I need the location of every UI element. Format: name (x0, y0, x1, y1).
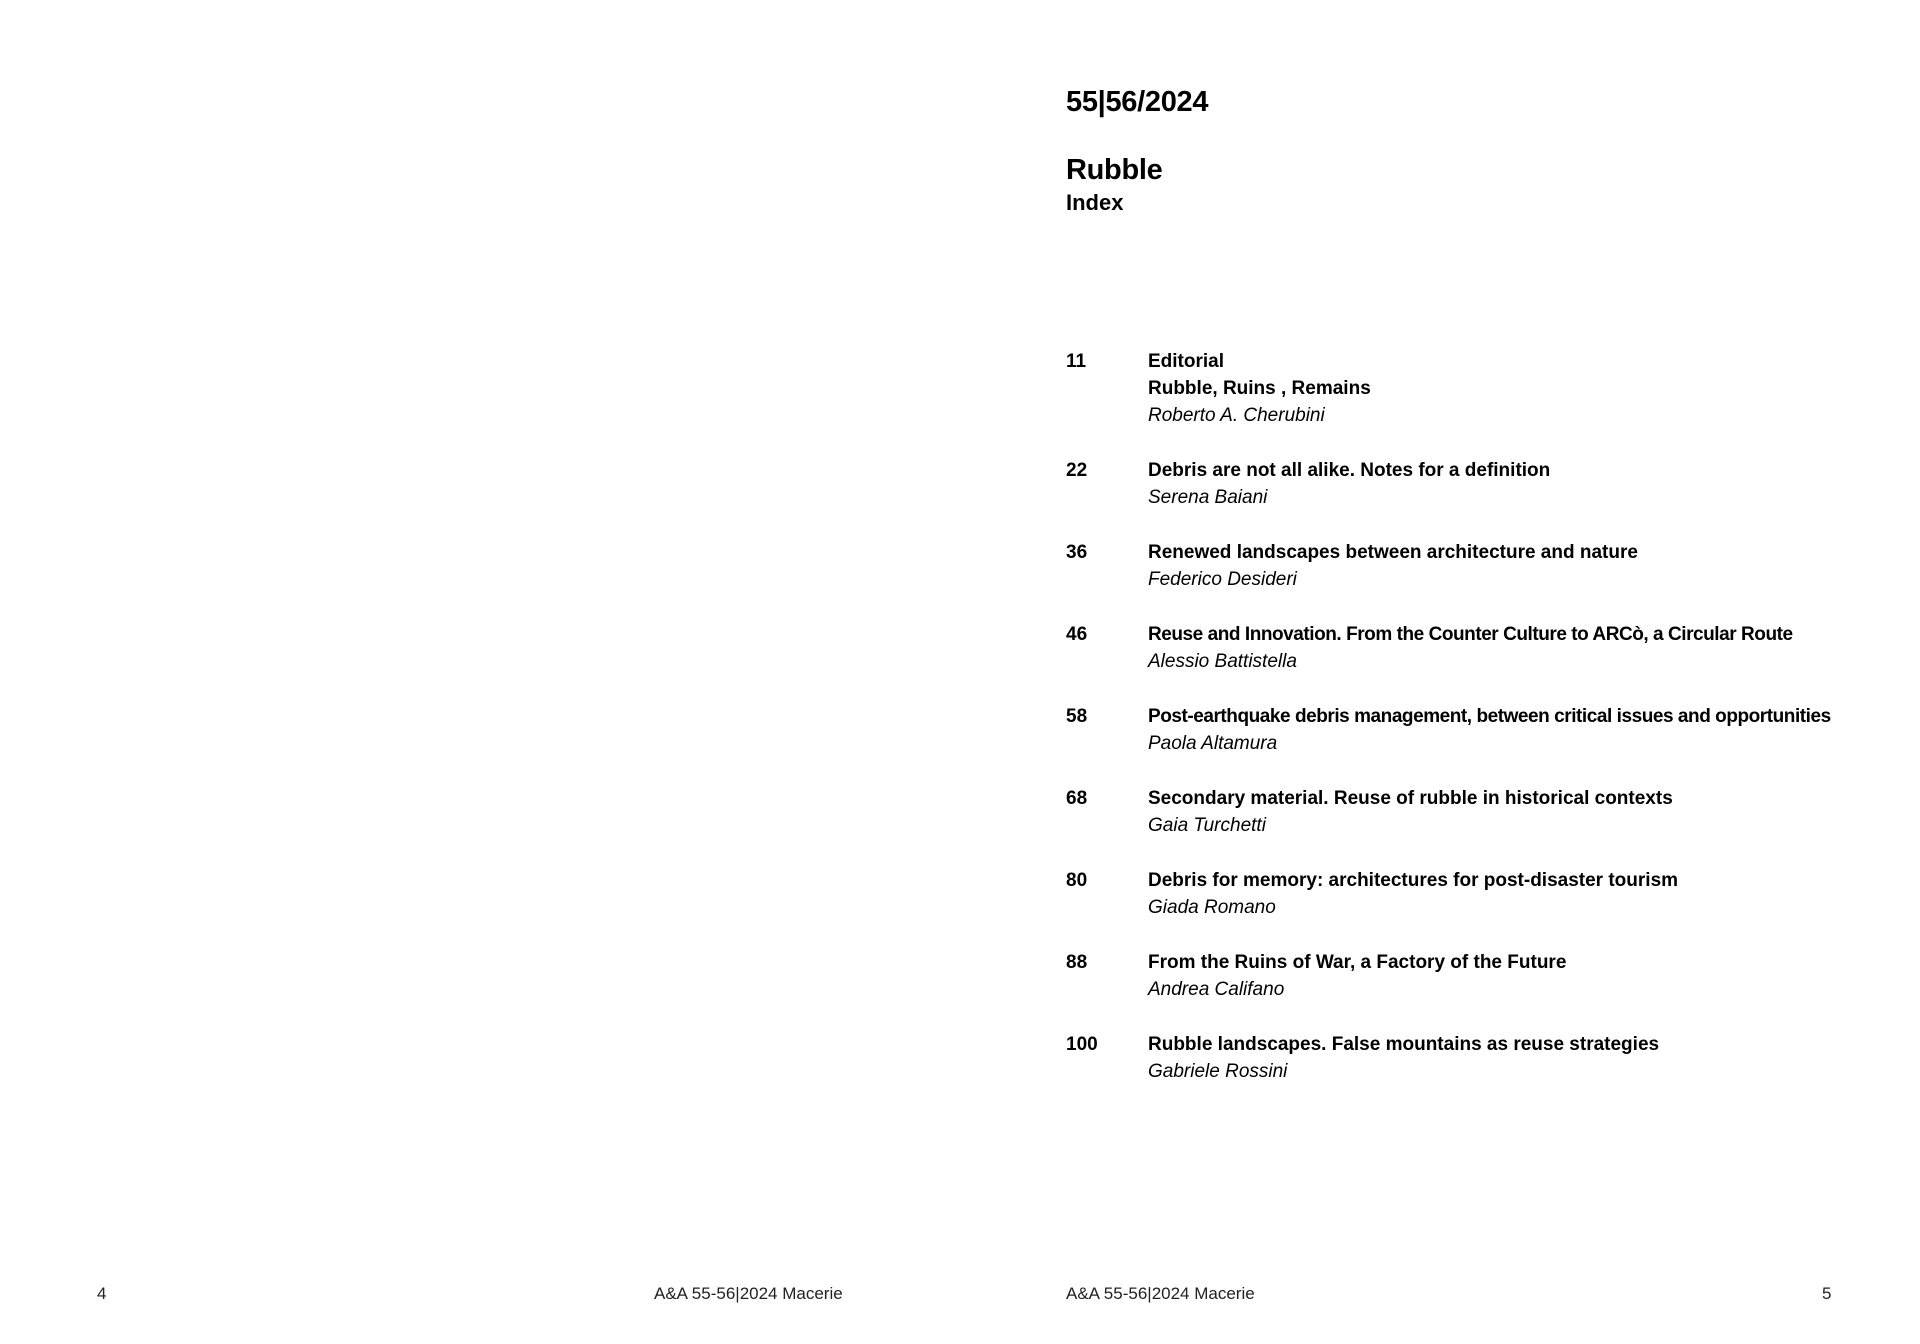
toc-page-number: 88 (1066, 952, 1088, 973)
toc-page-number: 100 (1066, 1034, 1098, 1055)
page-number-left: 4 (97, 1284, 107, 1303)
toc-author: Federico Desideri (1148, 569, 1297, 590)
toc-author: Paola Altamura (1148, 733, 1278, 754)
toc-author: Gaia Turchetti (1148, 815, 1266, 836)
toc-author: Alessio Battistella (1148, 651, 1297, 672)
toc-title: Rubble landscapes. False mountains as reuse strategies (1148, 1034, 1660, 1055)
toc-title: Secondary material. Reuse of rubble in historical contexts (1148, 788, 1673, 809)
running-footer-left: A&A 55-56|2024 Macerie (654, 1284, 843, 1303)
toc-entry[interactable] (1066, 949, 1866, 1031)
running-footer-right: A&A 55-56|2024 Macerie (1066, 1284, 1255, 1303)
toc-page-number: 11 (1066, 351, 1087, 372)
toc-title: Post-earthquake debris management, between critical issues and opportunities (1148, 706, 1831, 727)
toc-title: Debris are not all alike. Notes for a definition (1148, 460, 1551, 481)
toc-entry[interactable] (1066, 348, 1866, 457)
right-page (960, 0, 1920, 1344)
toc-entry[interactable] (1066, 457, 1866, 539)
toc-page-number: 80 (1066, 870, 1088, 891)
toc-page-number: 22 (1066, 460, 1088, 481)
toc-page-number: 68 (1066, 788, 1088, 809)
issue-number: 55|56/2024 (1066, 86, 1209, 118)
issue-theme-title: Rubble (1066, 154, 1163, 186)
toc-title: Reuse and Innovation. From the Counter Culture to ARCò, a Circular Route (1148, 624, 1793, 645)
toc-author: Andrea Califano (1148, 979, 1285, 1000)
toc-entry[interactable] (1066, 539, 1866, 621)
toc-entry[interactable] (1066, 867, 1866, 949)
page-number-right: 5 (1822, 1284, 1832, 1303)
toc-title: From the Ruins of War, a Factory of the Future (1148, 952, 1567, 973)
toc-author: Giada Romano (1148, 897, 1276, 918)
toc-section-label: Editorial (1148, 351, 1225, 372)
toc-entry[interactable] (1066, 703, 1866, 785)
toc-page-number: 58 (1066, 706, 1088, 727)
table-of-contents (1066, 348, 1866, 1113)
index-heading: Index (1066, 190, 1124, 215)
toc-page-number: 46 (1066, 624, 1088, 645)
toc-title: Renewed landscapes between architecture and nature (1148, 542, 1638, 563)
toc-entry[interactable] (1066, 785, 1866, 867)
toc-entry[interactable] (1066, 1031, 1866, 1113)
toc-author: Gabriele Rossini (1148, 1061, 1288, 1082)
toc-title: Rubble, Ruins , Remains (1148, 378, 1371, 399)
toc-page-number: 36 (1066, 542, 1088, 563)
toc-title: Debris for memory: architectures for post-disaster tourism (1148, 870, 1679, 891)
toc-author: Roberto A. Cherubini (1148, 405, 1325, 426)
toc-author: Serena Baiani (1148, 487, 1268, 508)
toc-entry[interactable] (1066, 621, 1866, 703)
